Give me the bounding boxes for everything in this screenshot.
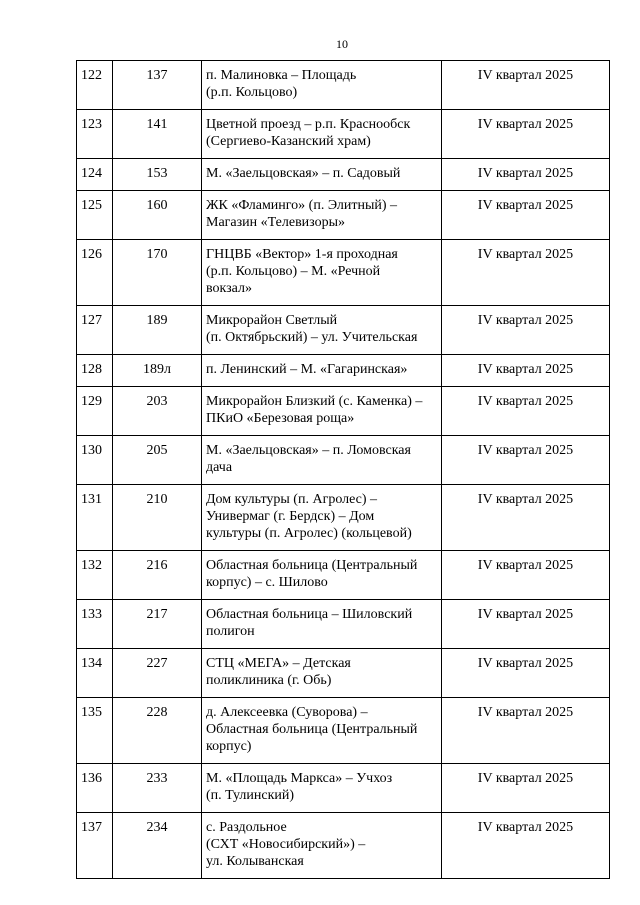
route-number-cell: 170 bbox=[113, 240, 202, 306]
route-schedule-body bbox=[77, 61, 610, 879]
row-number-cell: 129 bbox=[77, 387, 113, 436]
route-number-cell: 210 bbox=[113, 485, 202, 551]
table-row bbox=[77, 240, 610, 306]
term-cell: IV квартал 2025 bbox=[442, 600, 610, 649]
table-row bbox=[77, 764, 610, 813]
table-row bbox=[77, 159, 610, 191]
term-cell: IV квартал 2025 bbox=[442, 306, 610, 355]
route-path-cell: п. Ленинский – М. «Гагаринская» bbox=[202, 355, 442, 387]
route-number-cell: 137 bbox=[113, 61, 202, 110]
route-path-cell: М. «Заельцовская» – п. Ломовская дача bbox=[202, 436, 442, 485]
row-number-cell: 128 bbox=[77, 355, 113, 387]
row-number-cell: 133 bbox=[77, 600, 113, 649]
term-cell: IV квартал 2025 bbox=[442, 698, 610, 764]
route-number-cell: 141 bbox=[113, 110, 202, 159]
route-number-cell: 160 bbox=[113, 191, 202, 240]
route-path-cell: д. Алексеевка (Суворова) – Областная больница (Центральный корпус) bbox=[202, 698, 442, 764]
term-cell: IV квартал 2025 bbox=[442, 436, 610, 485]
route-path-cell: СТЦ «МЕГА» – Детская поликлиника (г. Обь) bbox=[202, 649, 442, 698]
route-number-cell: 189л bbox=[113, 355, 202, 387]
row-number-cell: 124 bbox=[77, 159, 113, 191]
term-cell: IV квартал 2025 bbox=[442, 813, 610, 879]
route-path-cell: М. «Площадь Маркса» – Учхоз (п. Тулинский) bbox=[202, 764, 442, 813]
route-path-cell: ЖК «Фламинго» (п. Элитный) – Магазин «Телевизоры» bbox=[202, 191, 442, 240]
term-cell: IV квартал 2025 bbox=[442, 649, 610, 698]
route-path-cell: с. Раздольное (СХТ «Новосибирский») – ул. Колыванская bbox=[202, 813, 442, 879]
term-cell: IV квартал 2025 bbox=[442, 110, 610, 159]
table-row bbox=[77, 551, 610, 600]
table-row bbox=[77, 436, 610, 485]
route-path-cell: Дом культуры (п. Агролес) – Универмаг (г. Бердск) – Дом культуры (п. Агролес) (кольцевой) bbox=[202, 485, 442, 551]
table-row bbox=[77, 485, 610, 551]
route-number-cell: 234 bbox=[113, 813, 202, 879]
route-number-cell: 216 bbox=[113, 551, 202, 600]
route-number-cell: 217 bbox=[113, 600, 202, 649]
table-row bbox=[77, 387, 610, 436]
route-path-cell: Областная больница (Центральный корпус) – с. Шилово bbox=[202, 551, 442, 600]
table-row bbox=[77, 191, 610, 240]
route-number-cell: 227 bbox=[113, 649, 202, 698]
route-path-cell: ГНЦВБ «Вектор» 1-я проходная (р.п. Кольцово) – М. «Речной вокзал» bbox=[202, 240, 442, 306]
row-number-cell: 122 bbox=[77, 61, 113, 110]
row-number-cell: 125 bbox=[77, 191, 113, 240]
term-cell: IV квартал 2025 bbox=[442, 387, 610, 436]
route-schedule-table bbox=[76, 60, 610, 879]
term-cell: IV квартал 2025 bbox=[442, 240, 610, 306]
route-number-cell: 228 bbox=[113, 698, 202, 764]
row-number-cell: 132 bbox=[77, 551, 113, 600]
row-number-cell: 127 bbox=[77, 306, 113, 355]
route-path-cell: М. «Заельцовская» – п. Садовый bbox=[202, 159, 442, 191]
row-number-cell: 130 bbox=[77, 436, 113, 485]
route-path-cell: Микрорайон Светлый (п. Октябрьский) – ул. Учительская bbox=[202, 306, 442, 355]
page-number: 10 bbox=[336, 37, 348, 51]
term-cell: IV квартал 2025 bbox=[442, 159, 610, 191]
row-number-cell: 123 bbox=[77, 110, 113, 159]
row-number-cell: 136 bbox=[77, 764, 113, 813]
row-number-cell: 137 bbox=[77, 813, 113, 879]
route-number-cell: 189 bbox=[113, 306, 202, 355]
table-row bbox=[77, 698, 610, 764]
table-row bbox=[77, 355, 610, 387]
term-cell: IV квартал 2025 bbox=[442, 485, 610, 551]
route-number-cell: 153 bbox=[113, 159, 202, 191]
table-row bbox=[77, 813, 610, 879]
route-number-cell: 205 bbox=[113, 436, 202, 485]
route-number-cell: 233 bbox=[113, 764, 202, 813]
table-row bbox=[77, 600, 610, 649]
route-number-cell: 203 bbox=[113, 387, 202, 436]
table-row bbox=[77, 649, 610, 698]
term-cell: IV квартал 2025 bbox=[442, 551, 610, 600]
row-number-cell: 135 bbox=[77, 698, 113, 764]
row-number-cell: 131 bbox=[77, 485, 113, 551]
table-row bbox=[77, 110, 610, 159]
route-path-cell: Цветной проезд – р.п. Краснообск (Сергиево-Казанский храм) bbox=[202, 110, 442, 159]
term-cell: IV квартал 2025 bbox=[442, 61, 610, 110]
term-cell: IV квартал 2025 bbox=[442, 355, 610, 387]
term-cell: IV квартал 2025 bbox=[442, 764, 610, 813]
table-row bbox=[77, 61, 610, 110]
term-cell: IV квартал 2025 bbox=[442, 191, 610, 240]
row-number-cell: 134 bbox=[77, 649, 113, 698]
route-path-cell: Областная больница – Шиловский полигон bbox=[202, 600, 442, 649]
route-path-cell: п. Малиновка – Площадь (р.п. Кольцово) bbox=[202, 61, 442, 110]
table-row bbox=[77, 306, 610, 355]
route-path-cell: Микрорайон Близкий (с. Каменка) – ПКиО «Березовая роща» bbox=[202, 387, 442, 436]
row-number-cell: 126 bbox=[77, 240, 113, 306]
